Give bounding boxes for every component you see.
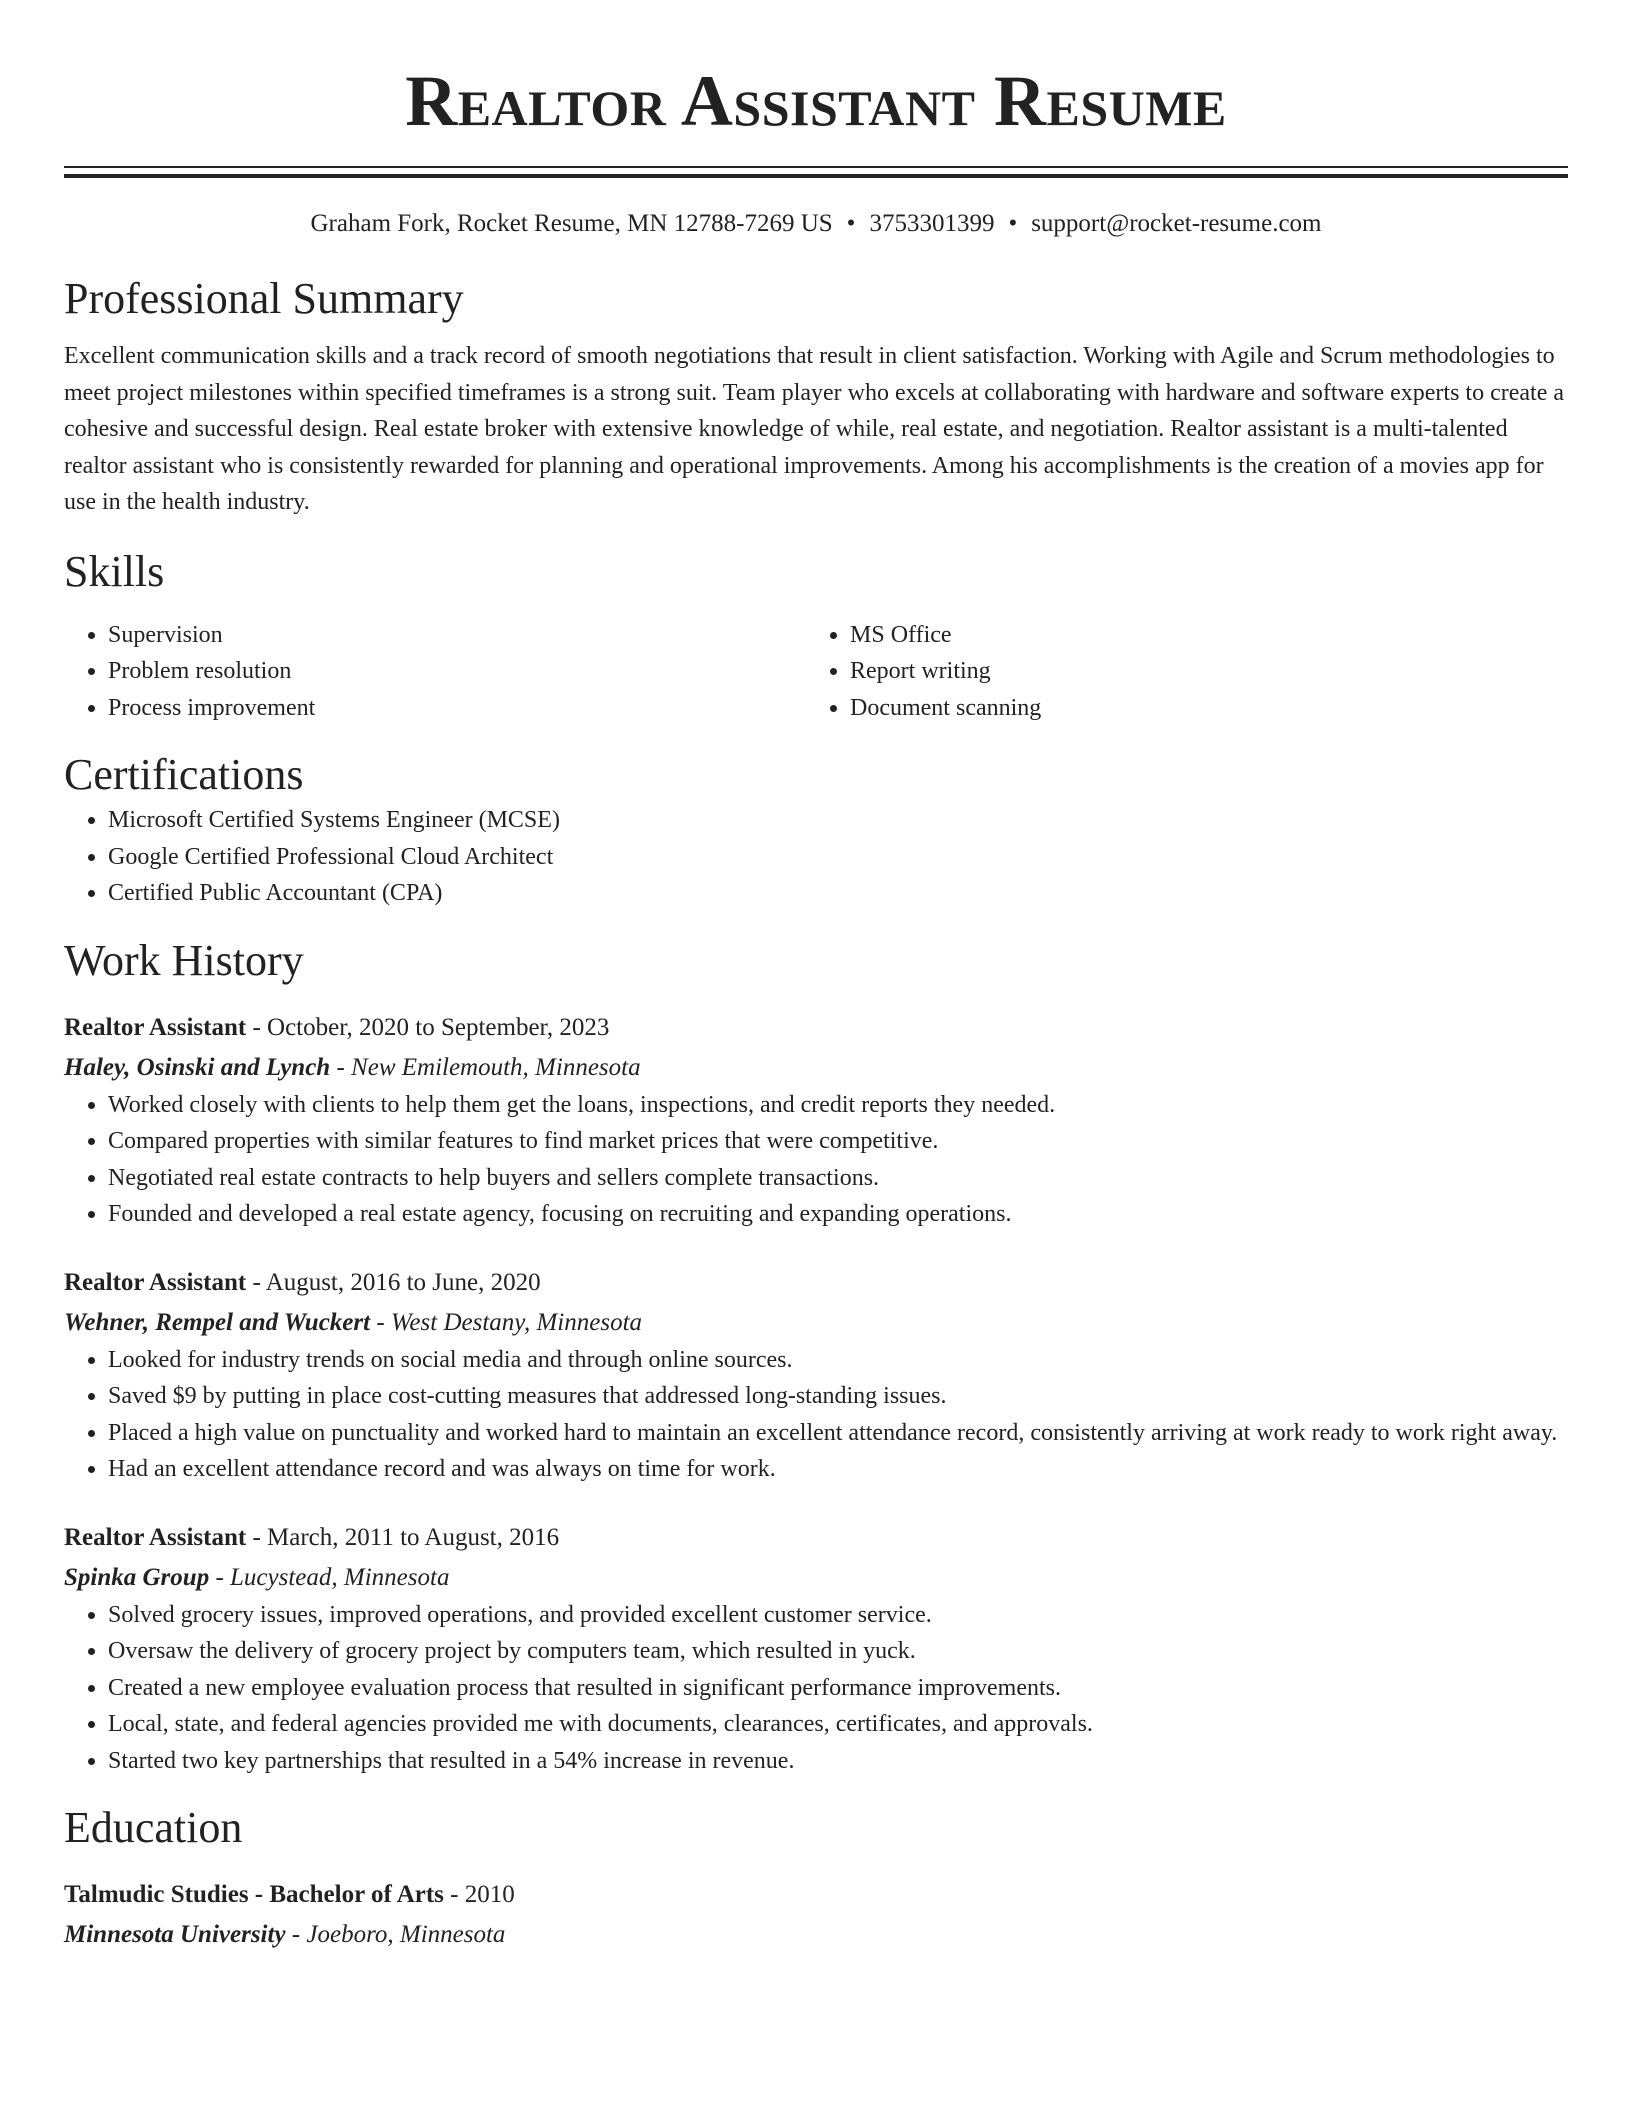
education-school-line xyxy=(64,1915,1568,1954)
job-role: Realtor Assistant xyxy=(64,1523,247,1551)
job-dates: - October, 2020 to September, 2023 xyxy=(246,1013,610,1041)
contact-address: Graham Fork, Rocket Resume, MN 12788-7269 US xyxy=(310,210,833,237)
skill-item: • Process improvement xyxy=(108,690,806,727)
job-employer xyxy=(64,1303,1568,1342)
work-history-heading: Work History xyxy=(64,935,304,985)
skill-item: • Document scanning xyxy=(850,690,1548,727)
education-location: - Joeboro, Minnesota xyxy=(285,1921,506,1948)
title-rule-thick xyxy=(64,174,1568,178)
contact-separator: • xyxy=(1008,210,1018,237)
job-header xyxy=(64,1518,1568,1558)
skills-column-left xyxy=(64,617,806,727)
job-entry xyxy=(64,1263,1568,1488)
education-entry xyxy=(64,1875,1568,1954)
job-bullet: • Founded and developed a real estate agency, focusing on recruiting and expanding operations. xyxy=(108,1196,1568,1233)
education-degree: Talmudic Studies - Bachelor of Arts xyxy=(64,1881,444,1908)
skills-list-right xyxy=(806,617,1548,727)
skills-list-left xyxy=(64,617,806,727)
job-dates: - March, 2011 to August, 2016 xyxy=(246,1523,560,1551)
job-header xyxy=(64,1263,1568,1303)
job-bullet: • Local, state, and federal agencies provided me with documents, clearances, certificates, and approvals. xyxy=(108,1706,1568,1743)
certifications-heading: Certifications xyxy=(64,750,304,799)
education-heading: Education xyxy=(64,1803,243,1852)
job-company: Spinka Group xyxy=(64,1563,210,1591)
job-bullet: • Worked closely with clients to help them get the loans, inspections, and credit reports they needed. xyxy=(108,1087,1568,1124)
job-role: Realtor Assistant xyxy=(64,1013,247,1041)
certification-item: • Microsoft Certified Systems Engineer (MCSE) xyxy=(108,802,1568,839)
job-employer xyxy=(64,1558,1568,1597)
job-bullet: • Had an excellent attendance record and was always on time for work. xyxy=(108,1451,1568,1488)
job-header xyxy=(64,1008,1568,1048)
job-bullets xyxy=(64,1342,1568,1488)
contact-line xyxy=(64,208,1568,240)
job-bullet: • Created a new employee evaluation process that resulted in significant performance improvements. xyxy=(108,1670,1568,1707)
certifications-section xyxy=(64,748,1568,912)
job-bullet: • Negotiated real estate contracts to help buyers and sellers complete transactions. xyxy=(108,1160,1568,1197)
job-role: Realtor Assistant xyxy=(64,1268,247,1296)
skill-item: • Problem resolution xyxy=(108,653,806,690)
contact-separator: • xyxy=(846,210,856,237)
skills-columns xyxy=(64,617,1568,727)
job-bullet: • Compared properties with similar features to find market prices that were competitive. xyxy=(108,1123,1568,1160)
summary-heading: Professional Summary xyxy=(64,274,464,323)
job-bullet: • Saved $9 by putting in place cost-cutting measures that addressed long-standing issues. xyxy=(108,1378,1568,1415)
job-bullet: • Started two key partnerships that resulted in a 54% increase in revenue. xyxy=(108,1743,1568,1780)
summary-section xyxy=(64,272,1568,521)
job-company: Wehner, Rempel and Wuckert xyxy=(64,1308,371,1336)
title-rule-thin xyxy=(64,166,1568,168)
job-bullet: • Oversaw the delivery of grocery project by computers team, which resulted in yuck. xyxy=(108,1633,1568,1670)
job-company: Haley, Osinski and Lynch xyxy=(64,1053,331,1081)
job-location: - West Destany, Minnesota xyxy=(370,1308,643,1336)
job-bullet: • Placed a high value on punctuality and worked hard to maintain an excellent attendance record, consistently arriving at work ready to work right away. xyxy=(108,1415,1568,1452)
skill-item: • Report writing xyxy=(850,653,1548,690)
job-bullet: • Looked for industry trends on social media and through online sources. xyxy=(108,1342,1568,1379)
resume-title: Realtor Assistant Resume xyxy=(405,61,1227,141)
job-employer xyxy=(64,1048,1568,1087)
education-section xyxy=(64,1801,1568,1954)
skill-item: • MS Office xyxy=(850,617,1548,654)
job-location: - Lucystead, Minnesota xyxy=(209,1563,450,1591)
job-location: - New Emilemouth, Minnesota xyxy=(330,1053,641,1081)
contact-email: support@rocket-resume.com xyxy=(1031,210,1322,237)
job-bullet: • Solved grocery issues, improved operations, and provided excellent customer service. xyxy=(108,1597,1568,1634)
skills-heading: Skills xyxy=(64,546,165,596)
skills-column-right xyxy=(806,617,1548,727)
certifications-list xyxy=(64,802,1568,912)
certification-item: • Certified Public Accountant (CPA) xyxy=(108,875,1568,912)
education-year: - 2010 xyxy=(443,1881,515,1908)
skill-item: • Supervision xyxy=(108,617,806,654)
contact-phone: 3753301399 xyxy=(869,210,995,237)
certification-item: • Google Certified Professional Cloud Architect xyxy=(108,839,1568,876)
job-entry xyxy=(64,1008,1568,1233)
education-school: Minnesota University xyxy=(64,1921,286,1948)
summary-text: Excellent communication skills and a track record of smooth negotiations that result in client satisfaction. Working with Agile and Scrum methodologies to meet project milestones within specified timeframes is a strong suit. Team player who excels at collaborating with hardware and software experts to create a cohesive and successful design. Real estate broker with extensive knowledge of while, real estate, and negotiation. Realtor assistant is a multi-talented realtor assistant who is consistently rewarded for planning and operational improvements. Among his accomplishments is the creation of a movies app for use in the health industry. xyxy=(64,343,1565,515)
education-header xyxy=(64,1875,1568,1915)
work-history-section xyxy=(64,934,1568,1780)
job-bullets xyxy=(64,1087,1568,1233)
job-dates: - August, 2016 to June, 2020 xyxy=(246,1268,541,1296)
skills-section xyxy=(64,545,1568,727)
job-bullets xyxy=(64,1597,1568,1780)
job-entry xyxy=(64,1518,1568,1780)
